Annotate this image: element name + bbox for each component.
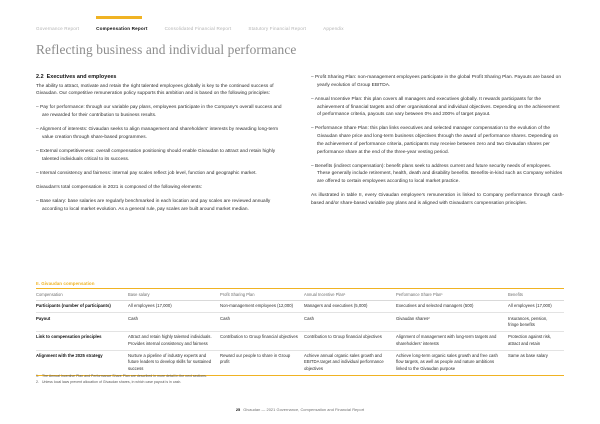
table-cell: Contribution to Group financial objectives [220, 331, 304, 350]
table-cell: Achieve annual organic sales growth and EBITDA target and individual performance objectives [304, 350, 396, 375]
principle-bullet-pay-for-performance: – Pay for performance: through our variable pay plans, employees participate in the Company's overall success and are rewarded for their contribution to business results. [36, 105, 282, 119]
table-cell: Contribution to Group financial objectives [304, 331, 396, 350]
nav-item-label: Compensation Report [96, 26, 148, 31]
element-bullet-performance-share-plan: – Performance Share Plan: this plan links executives and selected manager compensation to the evolution of the Givaudan share price and long-term business objectives through the award of performance shares. Depending on the achievement of performance criteria, participants may receive between zero and two Givaudan shares per performance share at the end of the three-year vesting period. [311, 126, 559, 155]
principle-bullet-internal-consistency: – Internal consistency and fairness: internal pay scales reflect job level, function and geographic market. [36, 171, 257, 177]
table-header [36, 289, 564, 300]
footer-text: Givaudan — 2021 Governance, Compensation and Financial Report [243, 407, 365, 412]
table-cell: Nurture a pipeline of industry experts and future leaders to develop skills for sustained success [128, 350, 220, 375]
element-bullet-base-salary: – Base salary: base salaries are regularly benchmarked in each location and pay scales are reviewed annually according to local market evolution. As a general rule, pay scales are built around market median. [36, 199, 271, 213]
section-title: Executives and employees [46, 74, 117, 80]
footnote-text: The Annual Incentive Plan and Performance Share Plan are described in more detail in the next sections. [42, 374, 207, 378]
page-title: Reflecting business and individual performance [36, 42, 297, 57]
closing-paragraph: As illustrated in table II, every Givaudan employee's remuneration is linked to Company performance through cash-based and/or share-based variable pay plans and is aligned with Givaudan's compensation principles. [311, 193, 564, 206]
footnote-text: Unless local laws prevent allocation of Givaudan shares, in which case payout is in cash. [42, 379, 182, 384]
body-columns [36, 74, 564, 214]
column-header-profit-sharing-plan: Profit Sharing Plan [220, 289, 304, 300]
table-row [36, 331, 564, 350]
footnote-number: 1. [36, 374, 39, 378]
column-header-benefits: Benefits [508, 289, 564, 300]
nav-item-statutory-financial-report[interactable] [248, 21, 306, 32]
principle-bullet-external-competitiveness: – External competitiveness: overall compensation positioning should enable Givaudan to attract and retain highly talented individuals critical to its success. [36, 149, 276, 162]
page-number: 25 [235, 407, 241, 412]
table-cell: Protection against risk, attract and retain [508, 331, 564, 350]
footnote-number: 2. [36, 379, 39, 384]
section-number: 2.2 [36, 74, 44, 80]
nav-item-label: Governance Report [36, 26, 80, 31]
section-intro-paragraph: The ability to attract, motivate and retain the right talented employees globally is key to the continued success of Givaudan. Our competitive remuneration policy supports this ambition and is based on the following principles: [36, 83, 274, 97]
page-footer [0, 407, 600, 412]
element-bullet-benefits: – Benefits (indirect compensation): benefit plans seek to address current and future security needs of employees. These generally include retirement, health, death and disability benefits. Benefits-in-kind such as Company vehicles are offered to certain employees according to local market practice. [311, 163, 563, 185]
nav-item-compensation-report[interactable] [96, 21, 147, 32]
nav-item-label: Appendix [323, 26, 344, 31]
table-row [36, 350, 564, 375]
table-row [36, 300, 564, 312]
column-header-annual-incentive-plan: Annual Incentive Plan¹ [304, 289, 396, 300]
table-cell: Alignment of management with long-term targets and shareholders' interests [396, 331, 508, 350]
table-cell: Cash [220, 313, 304, 332]
table-cell: Managers and executives (5,000) [304, 300, 396, 312]
footnotes [36, 374, 564, 385]
table-cell: All employees (17,000) [508, 300, 564, 312]
column-header-compensation: Compensation [36, 289, 128, 300]
row-label-alignment-with-2025-strategy: Alignment with the 2025 strategy [36, 350, 128, 375]
element-bullet-annual-incentive-plan: – Annual Incentive Plan: this plan covers all managers and executives globally. It rewards participants for the achievement of financial targets and other organisational and individual objectives. Depending on the achievement of performance criteria, payouts can vary between 0% and 200% of target payout. [311, 96, 560, 118]
table-cell: Same as base salary [508, 350, 564, 375]
element-bullet-profit-sharing-plan: – Profit Sharing Plan: non-management employees participate in the global Profit Sharing Plan. Payouts are based on yearly evolution of Group EBITDA. [311, 75, 561, 88]
nav-item-consolidated-financial-report[interactable] [165, 21, 232, 32]
right-column [311, 74, 564, 214]
table-header-row [36, 289, 564, 300]
nav-item-appendix[interactable] [323, 21, 344, 32]
section-navigation [36, 0, 564, 33]
compensation-table-section [36, 281, 564, 376]
table-body [36, 300, 564, 375]
table-cell: Achieve long-term organic sales growth and free cash flow targets, as well as people and nature ambitions linked to the Givaudan purpose [396, 350, 508, 375]
left-column [36, 74, 289, 214]
table-row [36, 313, 564, 332]
table-cell: Cash [128, 313, 220, 332]
table-cell: Reward our people to share in Group profit [220, 350, 304, 375]
table-cell: Non-management employees (12,000) [220, 300, 304, 312]
table-cell: All employees (17,000) [128, 300, 220, 312]
table-cell: Givaudan shares² [396, 313, 508, 332]
table-cell: Insurances, pension, fringe benefits [508, 313, 564, 332]
row-label-link-to-compensation-principles: Link to compensation principles [36, 331, 128, 350]
row-label-participants: Participants (number of participants) [36, 300, 128, 312]
table-cell: Cash [304, 313, 396, 332]
elements-intro-paragraph: Givaudan's total compensation in 2021 is composed of the following elements: [36, 185, 203, 191]
table-cell: Executives and selected managers (500) [396, 300, 508, 312]
active-nav-underline [96, 16, 142, 19]
column-header-base-salary: Base salary [128, 289, 220, 300]
column-header-performance-share-plan: Performance Share Plan¹ [396, 289, 508, 300]
section-heading [36, 74, 289, 80]
nav-item-governance-report[interactable] [36, 21, 79, 32]
table-cell: Attract and retain highly talented individuals. Provides internal consistency and fairness [128, 331, 220, 350]
table-caption: II. Givaudan compensation [36, 281, 95, 286]
nav-item-label: Statutory Financial Report [248, 26, 307, 31]
row-label-payout: Payout [36, 313, 128, 332]
footnote-2 [36, 380, 564, 386]
principle-bullet-alignment-of-interests: – Alignment of interests: Givaudan seeks to align management and shareholders' interests by rewarding long-term value creation through share-based programmes. [36, 127, 279, 141]
nav-item-label: Consolidated Financial Report [164, 26, 232, 31]
compensation-table [36, 288, 564, 375]
